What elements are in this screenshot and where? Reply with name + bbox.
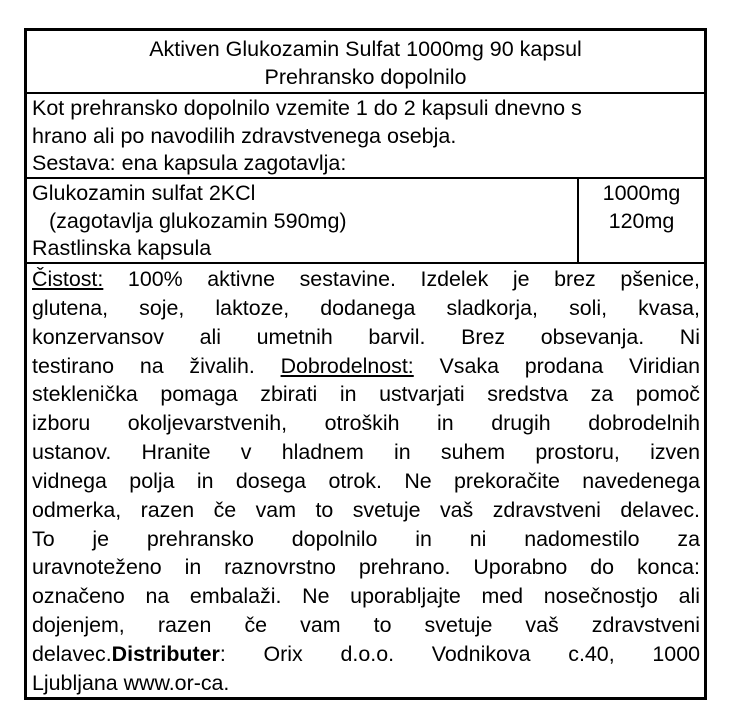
body-line	[32, 380, 700, 409]
body-line	[32, 640, 700, 669]
body-line	[32, 323, 700, 352]
directions-section	[27, 94, 704, 179]
body-text: steklenička pomaga zbirati in ustvarjati sredstva za pomoč	[32, 382, 700, 407]
body-text: : Orix d.o.o. Vodnikova c.40, 1000	[219, 641, 700, 666]
title-section	[27, 31, 704, 94]
bold-text: Distributer	[111, 641, 220, 666]
body-text: Ljubljana www.or-ca.	[32, 670, 230, 695]
body-text: konzervansov ali umetnih barvil. Brez obsevanja. Ni	[32, 324, 700, 349]
ingredient-names-column	[27, 179, 577, 262]
body-text: Vsaka prodana Viridian	[413, 353, 700, 378]
body-text: ustanov. Hranite v hladnem in suhem prostoru, izven	[32, 440, 700, 465]
body-text: delavec.	[32, 641, 112, 666]
body-text: odmerka, razen če vam to svetuje vaš zdravstveni delavec.	[32, 497, 700, 522]
ingredients-table	[27, 179, 704, 264]
body-line-last	[32, 669, 700, 697]
body-line	[32, 467, 700, 496]
body-line	[32, 409, 700, 438]
body-text: testirano na živalih.	[32, 353, 281, 378]
body-line	[32, 582, 700, 611]
body-text: dojenjem, razen če vam to svetuje vaš zdravstveni	[32, 613, 700, 638]
underlined-text: Dobrodelnost:	[280, 353, 414, 378]
body-line	[32, 496, 700, 525]
body-text: To je prehransko dopolnilo in ni nadomestilo za	[32, 526, 700, 551]
body-text: izboru okoljevarstvenih, otroških in drugih dobrodelnih	[32, 411, 700, 436]
body-text: vidnega polja in dosega otrok. Ne prekoračite navedenega	[32, 468, 700, 493]
body-line	[32, 553, 700, 582]
ingredient-name-note: (zagotavlja glukozamin 590mg)	[49, 208, 347, 233]
supplement-label	[24, 28, 707, 700]
ingredient-amounts-column	[577, 179, 704, 262]
composition-heading: Sestava: ena kapsula zagotavlja:	[32, 151, 347, 175]
ingredient-amount: 120mg	[608, 208, 675, 233]
body-text: uravnoteženo in raznovrstno prehrano. Uporabno do konca:	[32, 555, 700, 580]
body-line	[32, 265, 700, 294]
body-text: glutena, soje, laktoze, dodanega sladkorja, soli, kvasa,	[32, 295, 700, 320]
underlined-text: Čistost:	[32, 267, 104, 291]
ingredient-name: Glukozamin sulfat 2KCl	[32, 181, 256, 205]
product-title: Aktiven Glukozamin Sulfat 1000mg 90 kapsul	[149, 37, 582, 61]
ingredient-name: Rastlinska kapsula	[32, 236, 212, 260]
body-line	[32, 352, 700, 381]
product-subtitle: Prehransko dopolnilo	[264, 65, 467, 89]
body-text: označeno na embalaži. Ne uporabljajte med nosečnostjo ali	[32, 584, 700, 609]
body-line	[32, 525, 700, 554]
body-text-section	[27, 264, 704, 697]
ingredient-amount: 1000mg	[602, 181, 681, 205]
body-text: 100% aktivne sestavine. Izdelek je brez pšenice,	[103, 267, 700, 291]
directions-line: hrano ali po navodilih zdravstvenega osebja.	[32, 123, 457, 148]
body-line	[32, 438, 700, 467]
body-line	[32, 294, 700, 323]
directions-line: Kot prehransko dopolnilo vzemite 1 do 2 kapsuli dnevno s	[32, 96, 582, 120]
body-line	[32, 611, 700, 640]
